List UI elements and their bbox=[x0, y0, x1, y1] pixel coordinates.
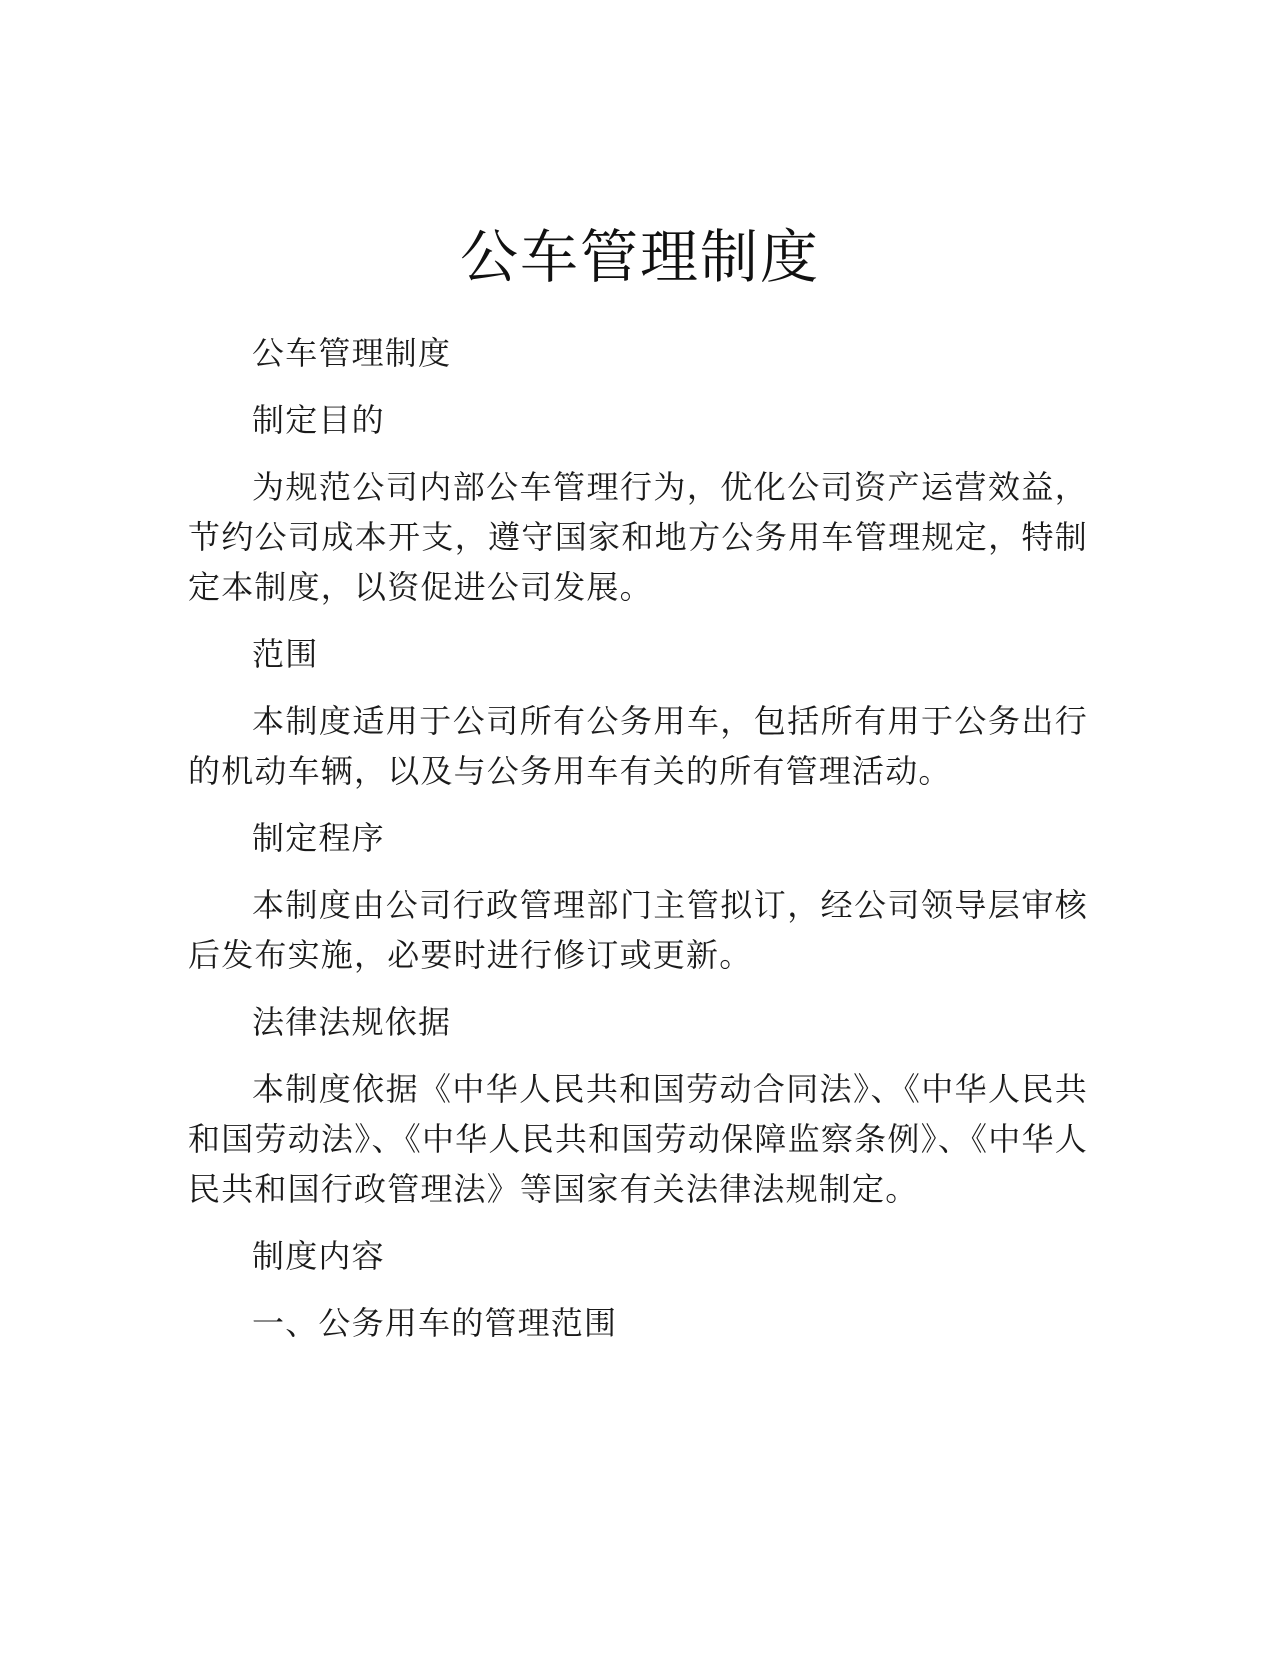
paragraph-legal-basis: 本制度依据《中华人民共和国劳动合同法》、《中华人民共和国劳动法》、《中华人民共和国劳动保障监察条例》、《中华人民共和国行政管理法》等国家有关法律法规制定。 bbox=[188, 1070, 1088, 1208]
paragraph-scope: 本制度适用于公司所有公务用车，包括所有用于公务出行的机动车辆，以及与公务用车有关的所有管理活动。 bbox=[188, 702, 1088, 790]
section-heading-scope: 范围 bbox=[252, 635, 319, 673]
paragraph-purpose: 为规范公司内部公车管理行为，优化公司资产运营效益，节约公司成本开支，遵守国家和地方公务用车管理规定，特制定本制度，以资促进公司发展。 bbox=[188, 468, 1088, 606]
document-title: 公车管理制度 bbox=[459, 223, 820, 291]
document-body bbox=[188, 328, 1088, 1365]
paragraph-procedure: 本制度由公司行政管理部门主管拟订，经公司领导层审核后发布实施，必要时进行修订或更新。 bbox=[188, 886, 1088, 974]
section-heading-content: 制度内容 bbox=[252, 1237, 385, 1275]
section-heading-procedure: 制定程序 bbox=[252, 819, 385, 857]
section-heading-purpose: 制定目的 bbox=[252, 401, 385, 439]
section-heading-management-scope: 一、公务用车的管理范围 bbox=[252, 1304, 618, 1342]
section-heading-legal-basis: 法律法规依据 bbox=[252, 1003, 452, 1041]
section-heading-subtitle: 公车管理制度 bbox=[252, 334, 452, 372]
